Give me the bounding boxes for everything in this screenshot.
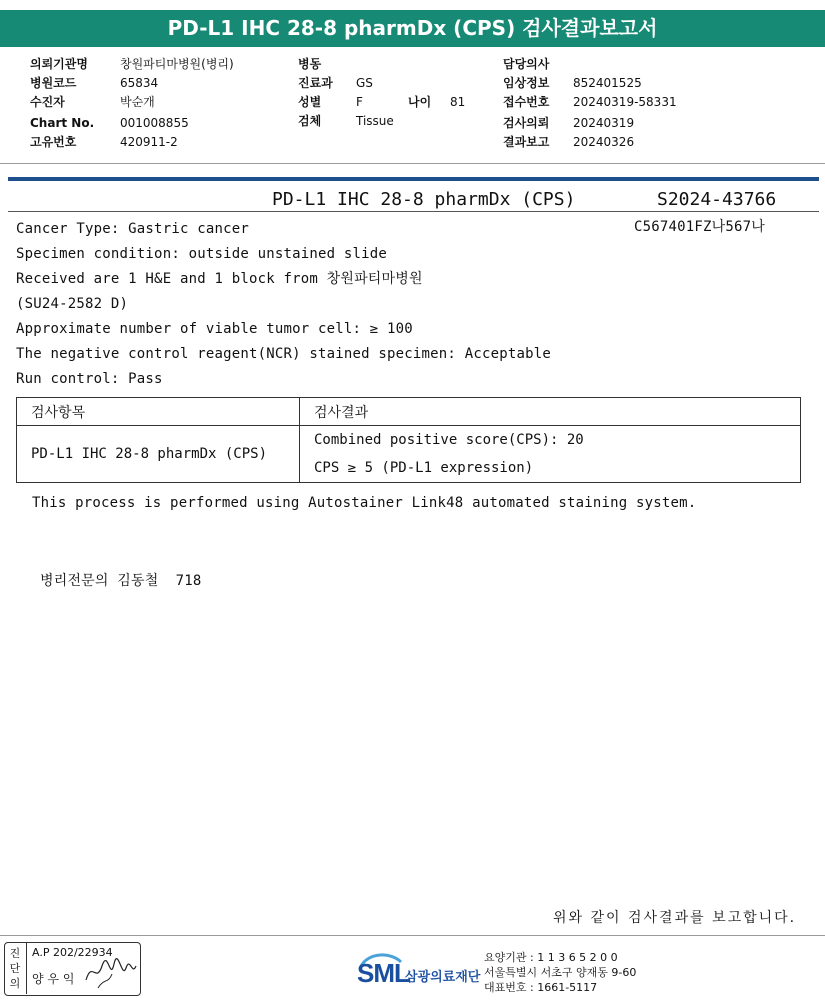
receipt-no-value: 20240319-58331 — [573, 95, 677, 109]
hospital-code-value: 65834 — [120, 76, 159, 90]
patient-label: 수진자 — [30, 95, 65, 109]
slide-id-line: (SU24-2582 D) — [16, 296, 129, 312]
ward-label: 병동 — [298, 57, 322, 71]
received-line: Received are 1 H&E and 1 block from 창원파티마병원 — [16, 271, 423, 287]
department-label: 진료과 — [298, 76, 333, 90]
institution-code: 요양기관 : 1 1 3 6 5 2 0 0 — [484, 951, 618, 964]
header-divider — [0, 163, 825, 164]
header-col2 — [298, 56, 498, 132]
result-table — [16, 397, 801, 483]
age-label: 나이 — [408, 95, 432, 109]
report-number: S2024-43766 — [657, 189, 777, 210]
item-cell: PD-L1 IHC 28-8 pharmDx (CPS) — [17, 426, 300, 483]
institution-info — [484, 950, 636, 995]
result-cell — [300, 426, 801, 483]
result-table-header — [17, 398, 801, 426]
specimen-value: Tissue — [356, 114, 394, 128]
footer-divider — [0, 935, 825, 936]
cancer-type-line: Cancer Type: Gastric cancer — [16, 221, 249, 237]
report-code: C567401FZ나567나 — [634, 219, 765, 235]
header-col3 — [503, 56, 803, 153]
department-value: GS — [356, 76, 373, 90]
negative-control-line: The negative control reagent(NCR) stained specimen: Acceptable — [16, 346, 551, 362]
clinical-info-value: 852401525 — [573, 76, 642, 90]
sml-org-name: 삼광의료재단 — [405, 970, 481, 985]
report-top-rule — [8, 177, 819, 181]
sml-logo-text: SML — [357, 958, 409, 988]
sml-logo — [357, 950, 487, 990]
header-col1 — [30, 56, 280, 153]
tumor-cell-line: Approximate number of viable tumor cell: ≥ 100 — [16, 321, 413, 337]
receipt-no-label: 접수번호 — [503, 95, 550, 109]
cps-expression: CPS ≥ 5 (PD-L1 expression) — [314, 460, 534, 476]
result-header: 검사결과 — [300, 398, 801, 426]
specimen-condition-line: Specimen condition: outside unstained slide — [16, 246, 388, 262]
item-header: 검사항목 — [17, 398, 300, 426]
stamp-doctor-name: 양 우 익 — [32, 972, 75, 986]
report-title-rule — [8, 211, 819, 212]
pathologist-line: 병리전문의 김동철 718 — [40, 573, 202, 589]
age-value: 81 — [450, 95, 466, 109]
unique-no-label: 고유번호 — [30, 135, 77, 149]
clinical-info-label: 임상정보 — [503, 76, 550, 90]
unique-no-value: 420911-2 — [120, 135, 178, 149]
cps-score: Combined positive score(CPS): 20 — [314, 432, 584, 448]
stamp-ap-number: A.P 202/22934 — [32, 946, 113, 959]
hospital-name-value: 창원파티마병원(병리) — [120, 57, 234, 71]
process-note: This process is performed using Autostainer Link48 automated staining system. — [32, 495, 697, 511]
institution-phone: 대표번호 : 1661-5117 — [484, 981, 598, 994]
chart-no-label: Chart No. — [30, 116, 95, 130]
request-date-label: 검사의뢰 — [503, 116, 550, 130]
report-date-label: 결과보고 — [503, 135, 550, 149]
specimen-label: 검체 — [298, 114, 322, 128]
doctor-label: 담당의사 — [503, 57, 550, 71]
hospital-name-label: 의뢰기관명 — [30, 57, 88, 71]
result-table-row — [17, 426, 801, 483]
sex-label: 성별 — [298, 95, 322, 109]
signature-scribble — [82, 954, 138, 990]
run-control-line: Run control: Pass — [16, 371, 163, 387]
sex-value: F — [356, 95, 363, 109]
report-date-value: 20240326 — [573, 135, 635, 149]
report-body — [16, 220, 616, 395]
report-title: PD-L1 IHC 28-8 pharmDx (CPS) 검사결과보고서 — [0, 10, 825, 47]
stamp-side-label: 진단의 — [9, 947, 21, 990]
report-test-name: PD-L1 IHC 28-8 pharmDx (CPS) — [272, 189, 576, 210]
hospital-code-label: 병원코드 — [30, 76, 77, 90]
patient-value: 박순개 — [120, 95, 155, 109]
institution-address: 서울특별시 서초구 양재동 9-60 — [484, 966, 637, 979]
request-date-value: 20240319 — [573, 116, 635, 130]
chart-no-value: 001008855 — [120, 116, 189, 130]
closing-statement: 위와 같이 검사결과를 보고합니다. — [553, 910, 797, 926]
